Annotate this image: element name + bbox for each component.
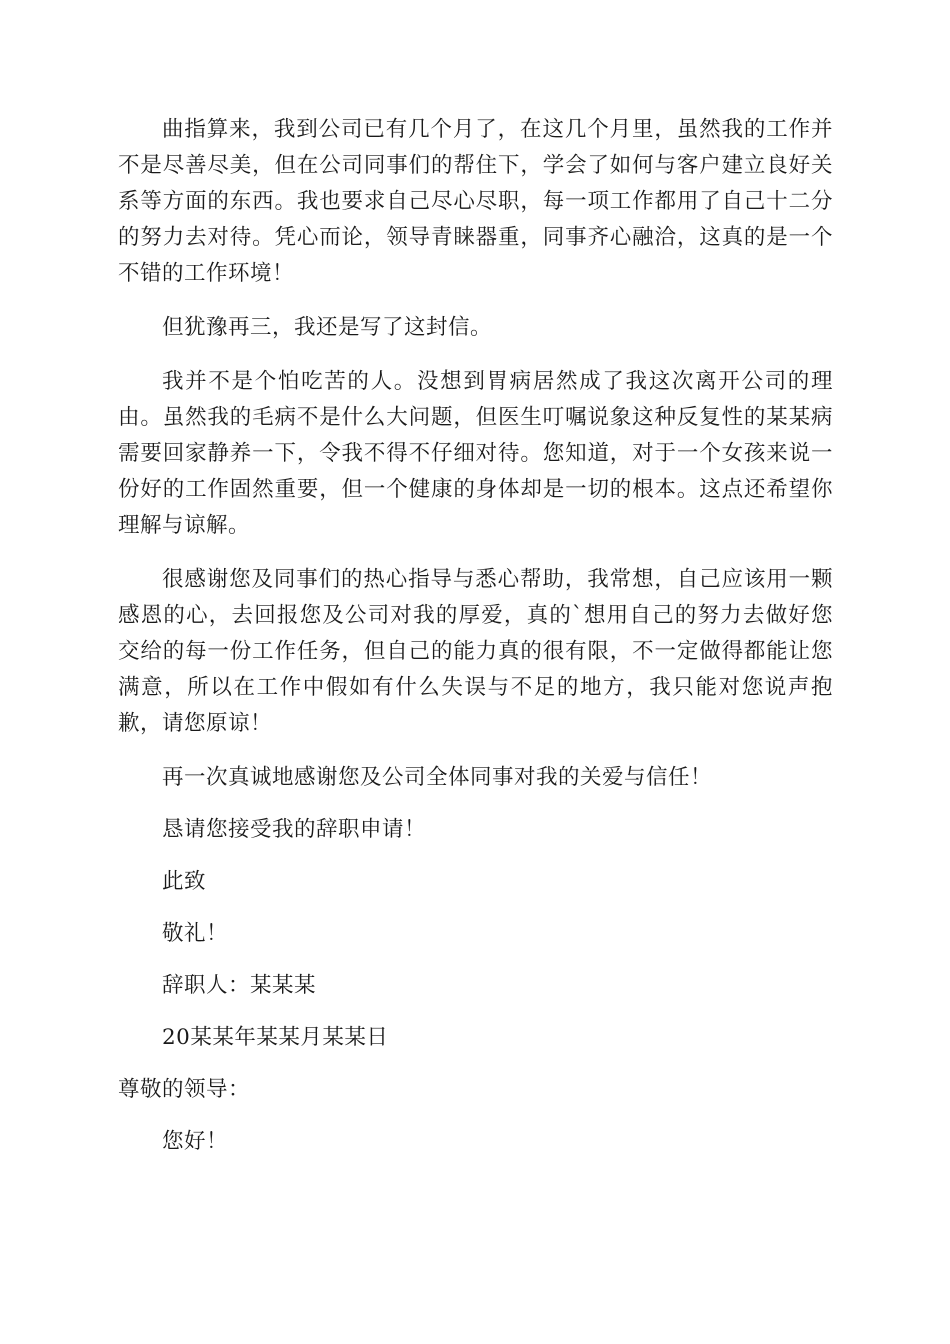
greeting: 您好！ xyxy=(162,1129,229,1154)
signature-line: 辞职人：某某某 xyxy=(162,973,317,998)
salutation: 尊敬的领导： xyxy=(118,1077,251,1102)
paragraph-1: 曲指算来，我到公司已有几个月了，在这几个月里，虽然我的工作并不是尽善尽美，但在公司同事们的帮住下，学会了如何与客户建立良好关系等方面的东西。我也要求自己尽心尽职，每一项工作都用了自己十二分的努力去对待。凭心而论，领导青睐器重，同事齐心融洽，这真的是一个不错的工作环境！ xyxy=(118,117,833,286)
paragraph-2: 但犹豫再三，我还是写了这封信。 xyxy=(162,315,493,340)
paragraph-3: 我并不是个怕吃苦的人。没想到胃病居然成了我这次离开公司的理由。虽然我的毛病不是什么大问题，但医生叮嘱说象这种反复性的某某病需要回家静养一下，令我不得不仔细对待。您知道，对于一个女孩来说一份好的工作固然重要，但一个健康的身体却是一切的根本。这点还希望你理解与谅解。 xyxy=(118,369,833,538)
closing-cizhi: 此致 xyxy=(162,869,207,894)
date-line: 20某某年某某月某某日 xyxy=(162,1025,389,1050)
letter-body xyxy=(118,112,833,1176)
closing-jingli: 敬礼！ xyxy=(162,921,229,946)
paragraph-request: 恳请您接受我的辞职申请！ xyxy=(162,817,427,842)
paragraph-4: 很感谢您及同事们的热心指导与悉心帮助，我常想，自己应该用一颗感恩的心，去回报您及公司对我的厚爱，真的`想用自己的努力去做好您交给的每一份工作任务，但自己的能力真的很有限，不一定做得都能让您满意，所以在工作中假如有什么失误与不足的地方，我只能对您说声抱歉，请您原谅！ xyxy=(118,567,833,736)
paragraph-thanks: 再一次真诚地感谢您及公司全体同事对我的关爱与信任！ xyxy=(162,765,713,790)
